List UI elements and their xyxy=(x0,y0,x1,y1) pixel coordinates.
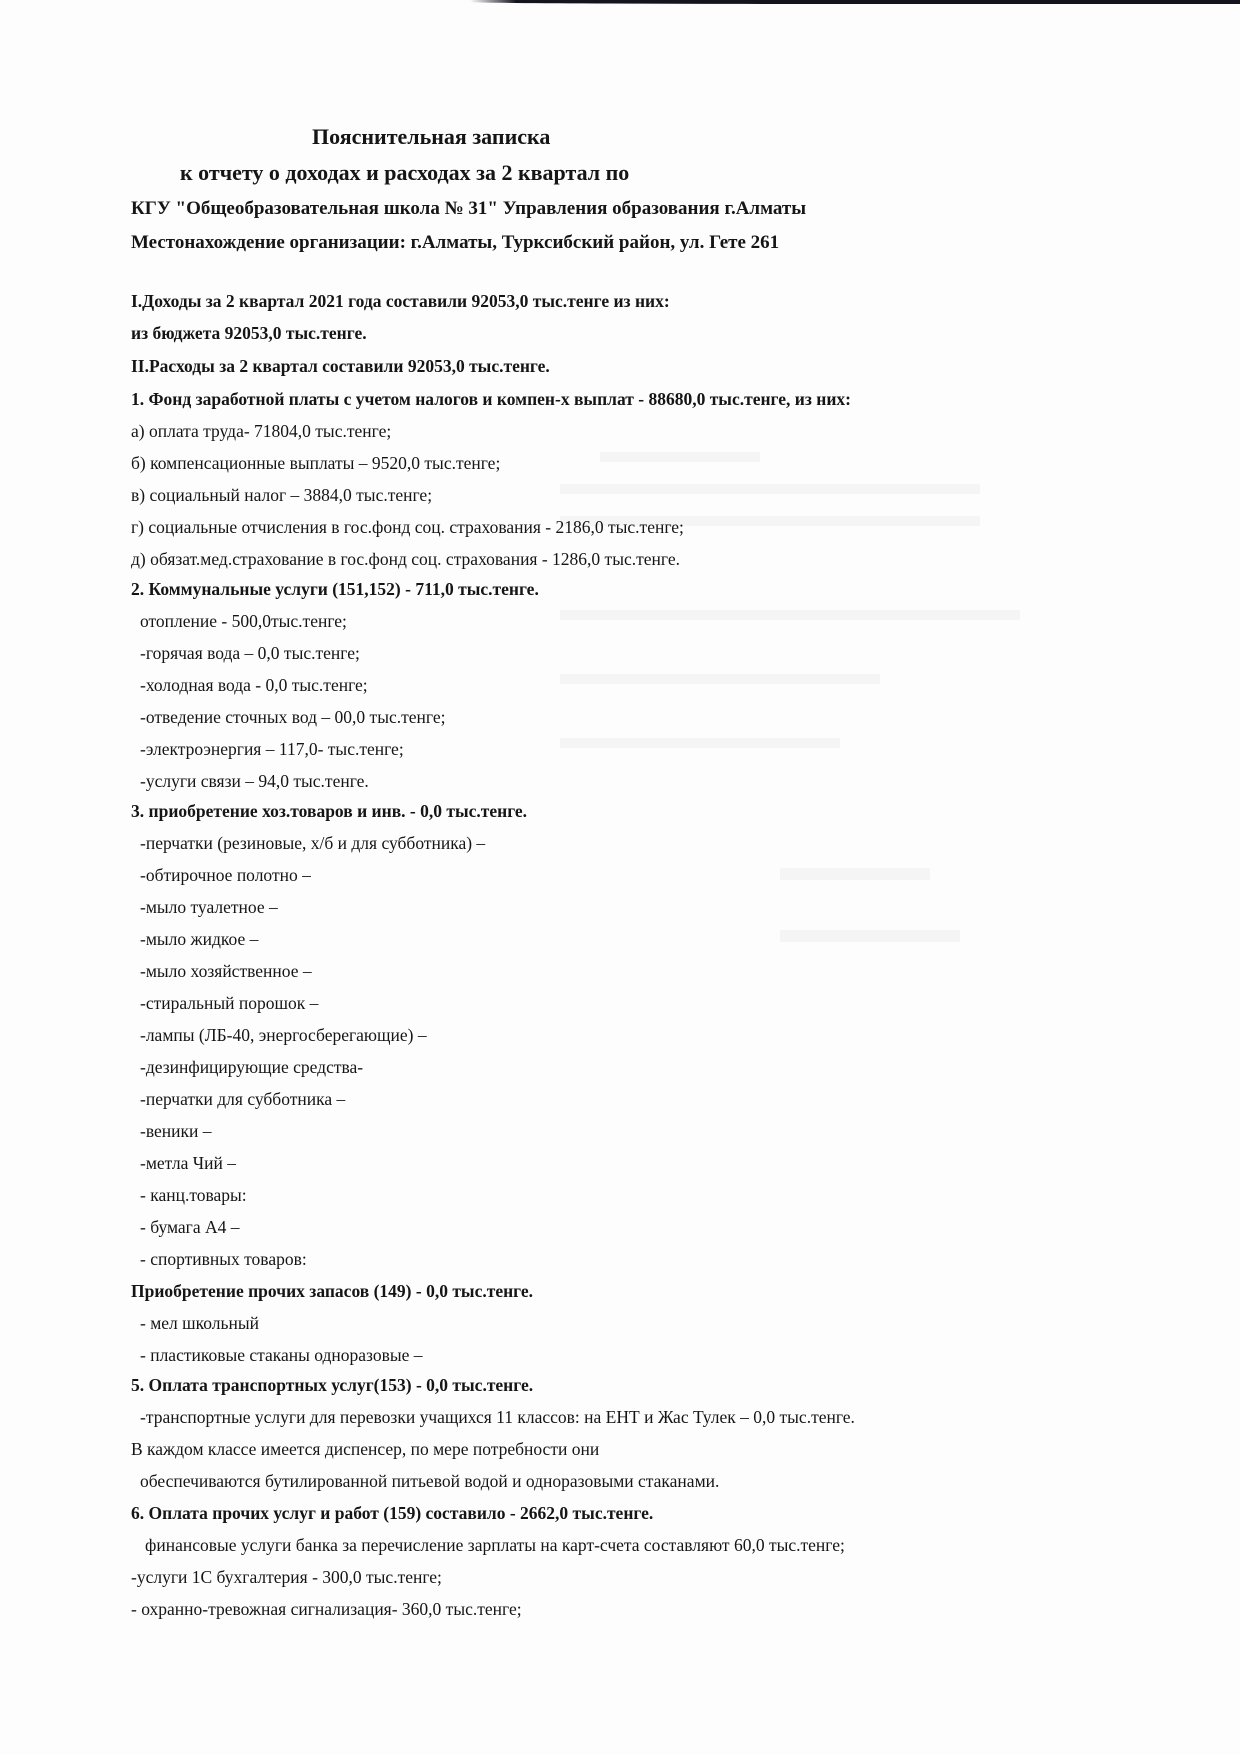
list-item: г) социальные отчисления в гос.фонд соц. страхования - 2186,0 тыс.тенге; xyxy=(131,517,684,537)
list-item: отопление - 500,0тыс.тенге; xyxy=(140,611,347,631)
list-item: -метла Чий – xyxy=(140,1153,236,1173)
list-item: - пластиковые стаканы одноразовые – xyxy=(140,1345,423,1365)
list-item: а) оплата труда- 71804,0 тыс.тенге; xyxy=(131,421,392,441)
list-item: - охранно-тревожная сигнализация- 360,0 тыс.тенге; xyxy=(131,1599,522,1619)
bleed-through-mark xyxy=(560,738,840,748)
document-subtitle: к отчету о доходах и расходах за 2 квартал по xyxy=(180,160,630,185)
expenses-heading: II.Расходы за 2 квартал составили 92053,0 тыс.тенге. xyxy=(131,356,550,376)
bleed-through-mark xyxy=(560,610,1020,620)
list-item: - спортивных товаров: xyxy=(140,1249,307,1269)
list-item: -стиральный порошок – xyxy=(140,993,319,1013)
section-heading-other-supplies: Приобретение прочих запасов (149) - 0,0 тыс.тенге. xyxy=(131,1281,534,1301)
section-heading-payroll: 1. Фонд заработной платы с учетом налогов и компен-х выплат - 88680,0 тыс.тенге, из них: xyxy=(131,389,852,409)
list-item: -мыло хозяйственное – xyxy=(140,961,312,981)
section-heading-household: 3. приобретение хоз.товаров и инв. - 0,0 тыс.тенге. xyxy=(131,801,528,821)
bleed-through-mark xyxy=(780,868,930,880)
section-heading-other-services: 6. Оплата прочих услуг и работ (159) составило - 2662,0 тыс.тенге. xyxy=(131,1503,654,1523)
list-item: - канц.товары: xyxy=(140,1185,247,1205)
list-item: -электроэнергия – 117,0- тыс.тенге; xyxy=(140,739,404,759)
list-item: -горячая вода – 0,0 тыс.тенге; xyxy=(140,643,360,663)
list-item: -дезинфицирующие средства- xyxy=(140,1057,364,1077)
list-item: д) обязат.мед.страхование в гос.фонд соц. страхования - 1286,0 тыс.тенге. xyxy=(131,549,680,569)
section-heading-utilities: 2. Коммунальные услуги (151,152) - 711,0 тыс.тенге. xyxy=(131,579,539,599)
income-from-budget: из бюджета 92053,0 тыс.тенге. xyxy=(131,323,367,343)
list-item: -мыло жидкое – xyxy=(140,929,259,949)
list-item: в) социальный налог – 3884,0 тыс.тенге; xyxy=(131,485,433,505)
list-item: -мыло туалетное – xyxy=(140,897,278,917)
list-item: - бумага А4 – xyxy=(140,1217,240,1237)
list-item: - мел школьный xyxy=(140,1313,259,1333)
bleed-through-mark xyxy=(600,452,760,462)
list-item: -холодная вода - 0,0 тыс.тенге; xyxy=(140,675,368,695)
bleed-through-mark xyxy=(560,484,980,494)
list-item: финансовые услуги банка за перечисление зарплаты на карт-счета составляют 60,0 тыс.тенге; xyxy=(145,1535,845,1555)
section-heading-transport: 5. Оплата транспортных услуг(153) - 0,0 тыс.тенге. xyxy=(131,1375,534,1395)
scan-edge-shadow xyxy=(470,0,1240,4)
document-title: Пояснительная записка xyxy=(312,124,551,149)
list-item: -лампы (ЛБ-40, энергосберегающие) – xyxy=(140,1025,427,1045)
list-item: -веники – xyxy=(140,1121,212,1141)
organization-location: Местонахождение организации: г.Алматы, Турксибский район, ул. Гете 261 xyxy=(131,232,780,253)
list-item: -перчатки (резиновые, х/б и для субботника) – xyxy=(140,833,486,853)
list-item: -услуги 1С бухгалтерия - 300,0 тыс.тенге; xyxy=(131,1567,442,1587)
bleed-through-mark xyxy=(780,930,960,942)
list-item: обеспечиваются бутилированной питьевой водой и одноразовыми стаканами. xyxy=(140,1471,720,1491)
income-heading: I.Доходы за 2 квартал 2021 года составили 92053,0 тыс.тенге из них: xyxy=(131,291,670,311)
list-item: -обтирочное полотно – xyxy=(140,865,311,885)
list-item: б) компенсационные выплаты – 9520,0 тыс.тенге; xyxy=(131,453,501,473)
bleed-through-mark xyxy=(560,674,880,684)
list-item: -отведение сточных вод – 00,0 тыс.тенге; xyxy=(140,707,446,727)
list-item: В каждом классе имеется диспенсер, по мере потребности они xyxy=(131,1439,600,1459)
organization-name: КГУ "Общеобразовательная школа № 31" Управления образования г.Алматы xyxy=(131,198,807,219)
list-item: -транспортные услуги для перевозки учащихся 11 классов: на ЕНТ и Жас Тулек – 0,0 тыс.тенге. xyxy=(140,1407,855,1427)
list-item: -перчатки для субботника – xyxy=(140,1089,346,1109)
list-item: -услуги связи – 94,0 тыс.тенге. xyxy=(140,771,369,791)
